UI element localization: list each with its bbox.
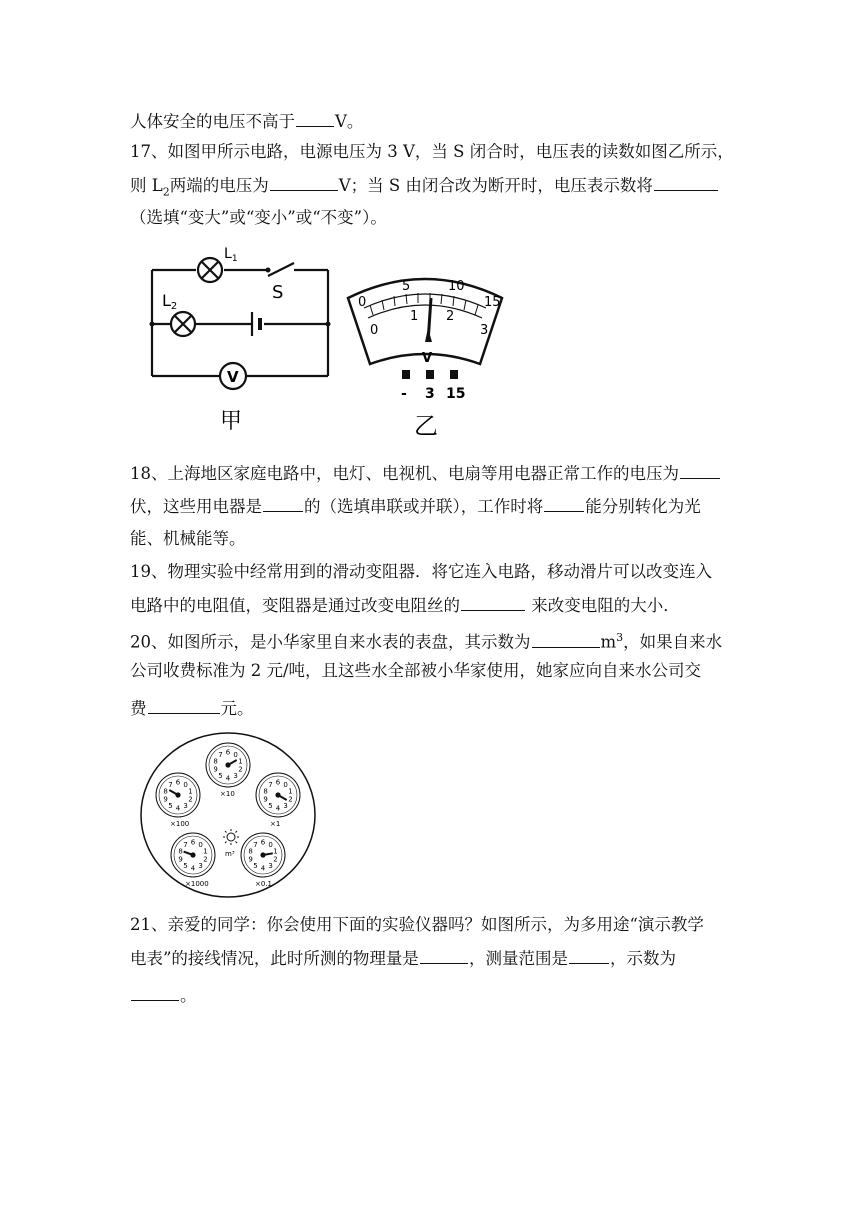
sun-icon (223, 829, 239, 845)
q18-text-3: 能、机械能等。 (130, 529, 246, 548)
switch-label: S (272, 282, 284, 303)
meter-dial-digit: 4 (275, 804, 281, 813)
water-meter-diagram (138, 730, 318, 900)
meter-dial-digit: 4 (225, 774, 231, 783)
q17-text-3: （选填“变大”或“变小”或“不变”）。 (130, 208, 387, 227)
q17-sub: 2 (162, 185, 170, 199)
meter-dial-digit: 9 (248, 855, 253, 864)
q17-text-2c: V；当 S 由闭合改为断开时，电压表示数将 (338, 176, 653, 195)
terminal-label-minus: - (401, 386, 407, 402)
meter-dial-digit: 1 (203, 847, 208, 856)
meter-dial-hub (225, 762, 230, 767)
circuit-diagram-a (140, 240, 340, 440)
q20-text-1a: 20、如图所示，是小华家里自来水表的表盘，其示数为 (130, 632, 531, 652)
q20-text-3b: 元。 (220, 699, 254, 718)
meter-dial-digit: 9 (213, 765, 218, 774)
meter-dial-digit: 0 (268, 841, 273, 849)
meter-dial-digit: 7 (168, 781, 173, 789)
q21-text-2a: 电表”的接线情况，此时所测的物理量是 (130, 949, 419, 968)
meter-dial-digit: 3 (183, 802, 188, 810)
q16-blank[interactable] (296, 110, 334, 127)
q18-line-2 (130, 495, 740, 518)
meter-dial-digit: 6 (275, 778, 281, 787)
meter-dial-digit: 8 (248, 847, 253, 856)
meter-dial-digit: 1 (188, 787, 193, 796)
meter-dial-digit: 6 (225, 748, 231, 757)
q21-text-2c: ，示数为 (609, 949, 676, 968)
q16-suffix: V。 (335, 112, 364, 131)
q18-line-3 (130, 528, 740, 550)
meter-dial-digit: 1 (238, 757, 243, 766)
meter-dial-digit: 0 (183, 781, 188, 789)
q18-text-2a: 伏，这些用电器是 (130, 497, 262, 516)
q20-line-3 (130, 697, 740, 720)
meter-dial-digit: 2 (238, 765, 243, 774)
q17-blank-2[interactable] (654, 174, 718, 191)
meter-dial-digit: 3 (283, 802, 288, 810)
q20-text-2: 公司收费标准为 2 元/吨，且这些水全部被小华家使用，她家应向自来水公司交 (130, 661, 702, 680)
q21-blank-2[interactable] (569, 947, 609, 964)
q17-line-1 (130, 141, 740, 163)
meter-dial-digit: 6 (190, 838, 196, 847)
meter-dial-digit: 7 (253, 841, 258, 849)
dial-outer-5: 5 (402, 279, 411, 294)
meter-dial-multiplier: ×1000 (185, 880, 209, 888)
q21-text-3: 。 (180, 986, 197, 1005)
lamp2-label: L2 (162, 291, 178, 312)
meter-dial-digit: 2 (288, 795, 293, 804)
q17-blank-1[interactable] (270, 174, 338, 191)
q21-line-3 (130, 984, 740, 1007)
meter-dial-multiplier: ×0.1 (255, 880, 272, 888)
q21-text-2b: ，测量范围是 (468, 949, 568, 968)
meter-dial-digit: 7 (268, 781, 273, 789)
meter-dial-digit: 1 (288, 787, 293, 796)
dial-unit: V (422, 351, 433, 366)
voltmeter-dial (340, 268, 510, 443)
q19-blank[interactable] (461, 594, 525, 611)
q18-blank-1[interactable] (680, 462, 720, 479)
terminal-minus-icon (402, 370, 410, 379)
terminal-15-icon (450, 370, 458, 379)
meter-dial-digit: 6 (175, 778, 181, 787)
q19-text-1: 19、物理实验中经常用到的滑动变阻器．将它连入电路，移动滑片可以改变连入 (130, 562, 712, 581)
terminal-label-15: 15 (446, 386, 466, 402)
q20-text-1b: m (600, 632, 617, 652)
meter-dial-digit: 5 (253, 862, 258, 870)
meter-dial-digit: 6 (260, 838, 266, 847)
terminal-3-icon (426, 370, 434, 379)
dial-outer-10: 10 (448, 279, 465, 294)
q19-line-1 (130, 561, 740, 583)
caption-jia: 甲 (220, 409, 243, 434)
q17-text-1: 17、如图甲所示电路，电源电压为 3 V，当 S 闭合时，电压表的读数如图乙所示， (130, 142, 734, 161)
dial-inner-0: 0 (370, 323, 379, 338)
q21-blank-1[interactable] (420, 947, 468, 964)
q18-blank-2[interactable] (263, 495, 303, 512)
meter-dial-multiplier: ×100 (170, 820, 190, 828)
lamp1-label: $L_1$ (224, 246, 238, 264)
q17-line-3 (130, 207, 740, 229)
q18-text-1: 18、上海地区家庭电路中，电灯、电视机、电扇等用电器正常工作的电压为 (130, 464, 679, 483)
meter-dial-multiplier: ×1 (270, 820, 281, 828)
meter-dial-digit: 7 (183, 841, 188, 849)
meter-dial-digit: 2 (273, 855, 278, 864)
meter-dial-digit: 8 (178, 847, 183, 856)
q20-line-2 (130, 660, 740, 682)
q21-line-1 (130, 914, 740, 936)
caption-yi: 乙 (414, 412, 438, 440)
q20-text-1c: ，如果自来水 (623, 632, 723, 652)
meter-dial-digit: 3 (198, 862, 203, 870)
meter-dial-hub (175, 792, 180, 797)
meter-dial-digit: 2 (188, 795, 193, 804)
meter-dial-hub (275, 792, 280, 797)
q19-text-2a: 电路中的电阻值，变阻器是通过改变电阻丝的 (130, 596, 460, 615)
q20-text-3a: 费 (130, 699, 147, 718)
dial-outer-0: 0 (358, 295, 367, 310)
q18-text-2b: 的（选填串联或并联），工作时将 (304, 497, 544, 516)
meter-dial-digit: 2 (203, 855, 208, 864)
meter-dial-digit: 5 (218, 772, 223, 780)
q19-line-2 (130, 594, 740, 617)
q18-line-1 (130, 462, 740, 485)
meter-dial-digit: 0 (233, 751, 238, 759)
meter-dial-digit: 8 (213, 757, 218, 766)
dial-inner-3: 3 (480, 323, 489, 338)
q20-line-1 (130, 627, 740, 654)
voltmeter-symbol: V (227, 368, 239, 386)
q17-line-2 (130, 174, 740, 203)
switch-contact-icon (266, 268, 271, 273)
meter-dial-hub (190, 852, 195, 857)
meter-dial-digit: 8 (163, 787, 168, 796)
meter-dial-digit: 4 (260, 864, 266, 873)
meter-dial-digit: 4 (175, 804, 181, 813)
q21-blank-3[interactable] (131, 984, 179, 1001)
dial-inner-1: 1 (410, 309, 419, 324)
meter-dial-digit: 9 (263, 795, 268, 804)
meter-dial-digit: 5 (183, 862, 188, 870)
q21-text-1: 21、亲爱的同学：你会使用下面的实验仪器吗？如图所示，为多用途“演示教学 (130, 915, 704, 934)
q16-line (130, 110, 740, 133)
meter-dial-multiplier: ×10 (220, 790, 235, 798)
meter-dial-digit: 8 (263, 787, 268, 796)
meter-dial-digit: 0 (283, 781, 288, 789)
dial-outer-15: 15 (484, 295, 501, 310)
q19-text-2b: 来改变电阻的大小． (531, 596, 680, 615)
meter-dial-digit: 5 (168, 802, 173, 810)
q21-line-2 (130, 947, 740, 970)
q20-blank-2[interactable] (148, 697, 220, 714)
meter-dial-digit: 4 (190, 864, 196, 873)
q16-prefix: 人体安全的电压不高于 (130, 112, 295, 131)
q17-text-2b: 两端的电压为 (169, 176, 269, 195)
dial-inner-2: 2 (446, 309, 455, 324)
meter-dial-digit: 0 (198, 841, 203, 849)
q18-text-2c: 能分别转化为光 (585, 497, 701, 516)
meter-dial-digit: 9 (178, 855, 183, 864)
meter-dial-digit: 9 (163, 795, 168, 804)
meter-dial-digit: 5 (268, 802, 273, 810)
meter-dial-digit: 3 (233, 772, 238, 780)
meter-dial-hub (260, 852, 265, 857)
q20-blank-1[interactable] (532, 631, 600, 648)
meter-dial-digit: 7 (218, 751, 223, 759)
meter-dial-digit: 3 (268, 862, 273, 870)
center-unit: m³ (225, 850, 235, 858)
q18-blank-3[interactable] (544, 495, 584, 512)
meter-dial-digit: 1 (273, 847, 278, 856)
q20-sup: 3 (616, 631, 624, 644)
terminal-label-3: 3 (425, 386, 435, 402)
q17-text-2a: 则 L (130, 176, 163, 195)
